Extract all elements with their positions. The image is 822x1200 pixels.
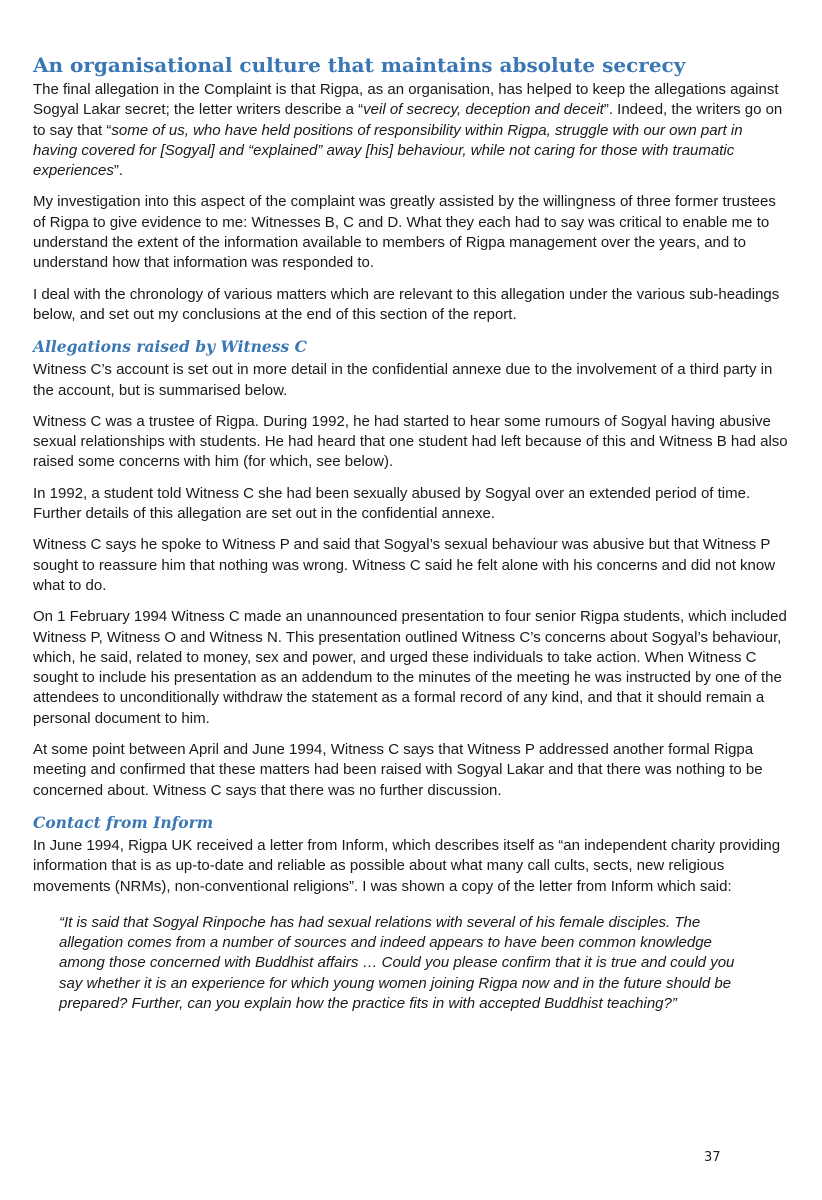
quote-some-of-us: some of us, who have held positions of responsibility within Rigpa, struggle with our own part in having covered for [Sogyal] and “explained” away [his] behaviour, while not caring for those with traumatic experiences [33, 121, 743, 180]
inform-letter-quote: “It is said that Sogyal Rinpoche has had sexual relations with several of his female disciples. The allegation comes from a number of sources and indeed appears to have been common knowledge among those concerned with Buddhist affairs … Could you please confirm that it is true and could you say whether it is an experience for which young women joining Rigpa now and in the future should be prepared? Further, can you explain how the practice fits in with accepted Buddhist teaching?” [59, 913, 735, 1012]
section-heading: An organisational culture that maintains absolute secrecy [33, 53, 686, 77]
intro-p1-text-c: ”. Indeed, the writers go on to say that “ [33, 101, 783, 139]
witness-c-paragraph-3: In 1992, a student told Witness C she had been sexually abused by Sogyal over an extended period of time. Further details of this allegation are set out in the confidential annexe. [33, 484, 751, 523]
subheading-witness-c: Allegations raised by Witness C [33, 337, 307, 357]
witness-c-paragraph-6: At some point between April and June 1994, Witness C says that Witness P addressed another formal Rigpa meeting and confirmed that these matters had been raised with Sogyal Lakar and that there was nothing to be concerned about. Witness C says that there was no further discussion. [33, 741, 763, 799]
intro-paragraph-1 [33, 80, 789, 181]
page-content [33, 52, 789, 1014]
inform-paragraph-1: In June 1994, Rigpa UK received a letter from Inform, which describes itself as “an independent charity providing information that is as up-to-date and reliable as possible about what many call cults, sects, new religious movements (NRMs), non-conventional religions”. I was shown a copy of the letter from Inform which said: [33, 836, 781, 895]
quote-veil-of-secrecy: veil of secrecy, deception and deceit [363, 101, 604, 119]
page-number: 37 [704, 1150, 721, 1165]
intro-paragraph-3: I deal with the chronology of various matters which are relevant to this allegation under the various sub-headings below, and set out my conclusions at the end of this section of the report. [33, 285, 780, 323]
witness-c-paragraph-4: Witness C says he spoke to Witness P and said that Sogyal’s sexual behaviour was abusive but that Witness P sought to reassure him that nothing was wrong. Witness C said he felt alone with his concerns and did not know what to do. [33, 536, 776, 594]
intro-p1-text-e: ”. [113, 162, 124, 180]
witness-c-paragraph-5: On 1 February 1994 Witness C made an unannounced presentation to four senior Rigpa students, which included Witness P, Witness O and Witness N. This presentation outlined Witness C’s concerns about Sogyal’s behaviour, which, he said, related to money, sex and power, and urged these individuals to take action. When Witness C sought to include his presentation as an addendum to the minutes of the meeting he was instructed by one of the attendees to unconditionally withdraw the statement as a formal record of any kind, and that it should remain a personal document to him. [33, 608, 787, 727]
subheading-contact-from-inform: Contact from Inform [33, 812, 214, 832]
intro-paragraph-2: My investigation into this aspect of the complaint was greatly assisted by the willingness of three former trustees of Rigpa to give evidence to me: Witnesses B, C and D. What they each had to say was critical to enable me to understand the extent of the information available to members of Rigpa management over the years, and to understand how that information was responded to. [33, 193, 776, 272]
witness-c-paragraph-1: Witness C’s account is set out in more detail in the confidential annexe due to the involvement of a third party in the account, but is summarised below. [33, 361, 773, 399]
witness-c-paragraph-2: Witness C was a trustee of Rigpa. During 1992, he had started to hear some rumours of Sogyal having abusive sexual relationships with students. He had heard that one student had left because of this and Witness B had also raised some concerns with him (for which, see below). [33, 412, 788, 471]
intro-p1-text-a: The final allegation in the Complaint is that Rigpa, as an organisation, has helped to keep the allegations against Sogyal Lakar secret; the letter writers describe a “ [33, 81, 779, 119]
